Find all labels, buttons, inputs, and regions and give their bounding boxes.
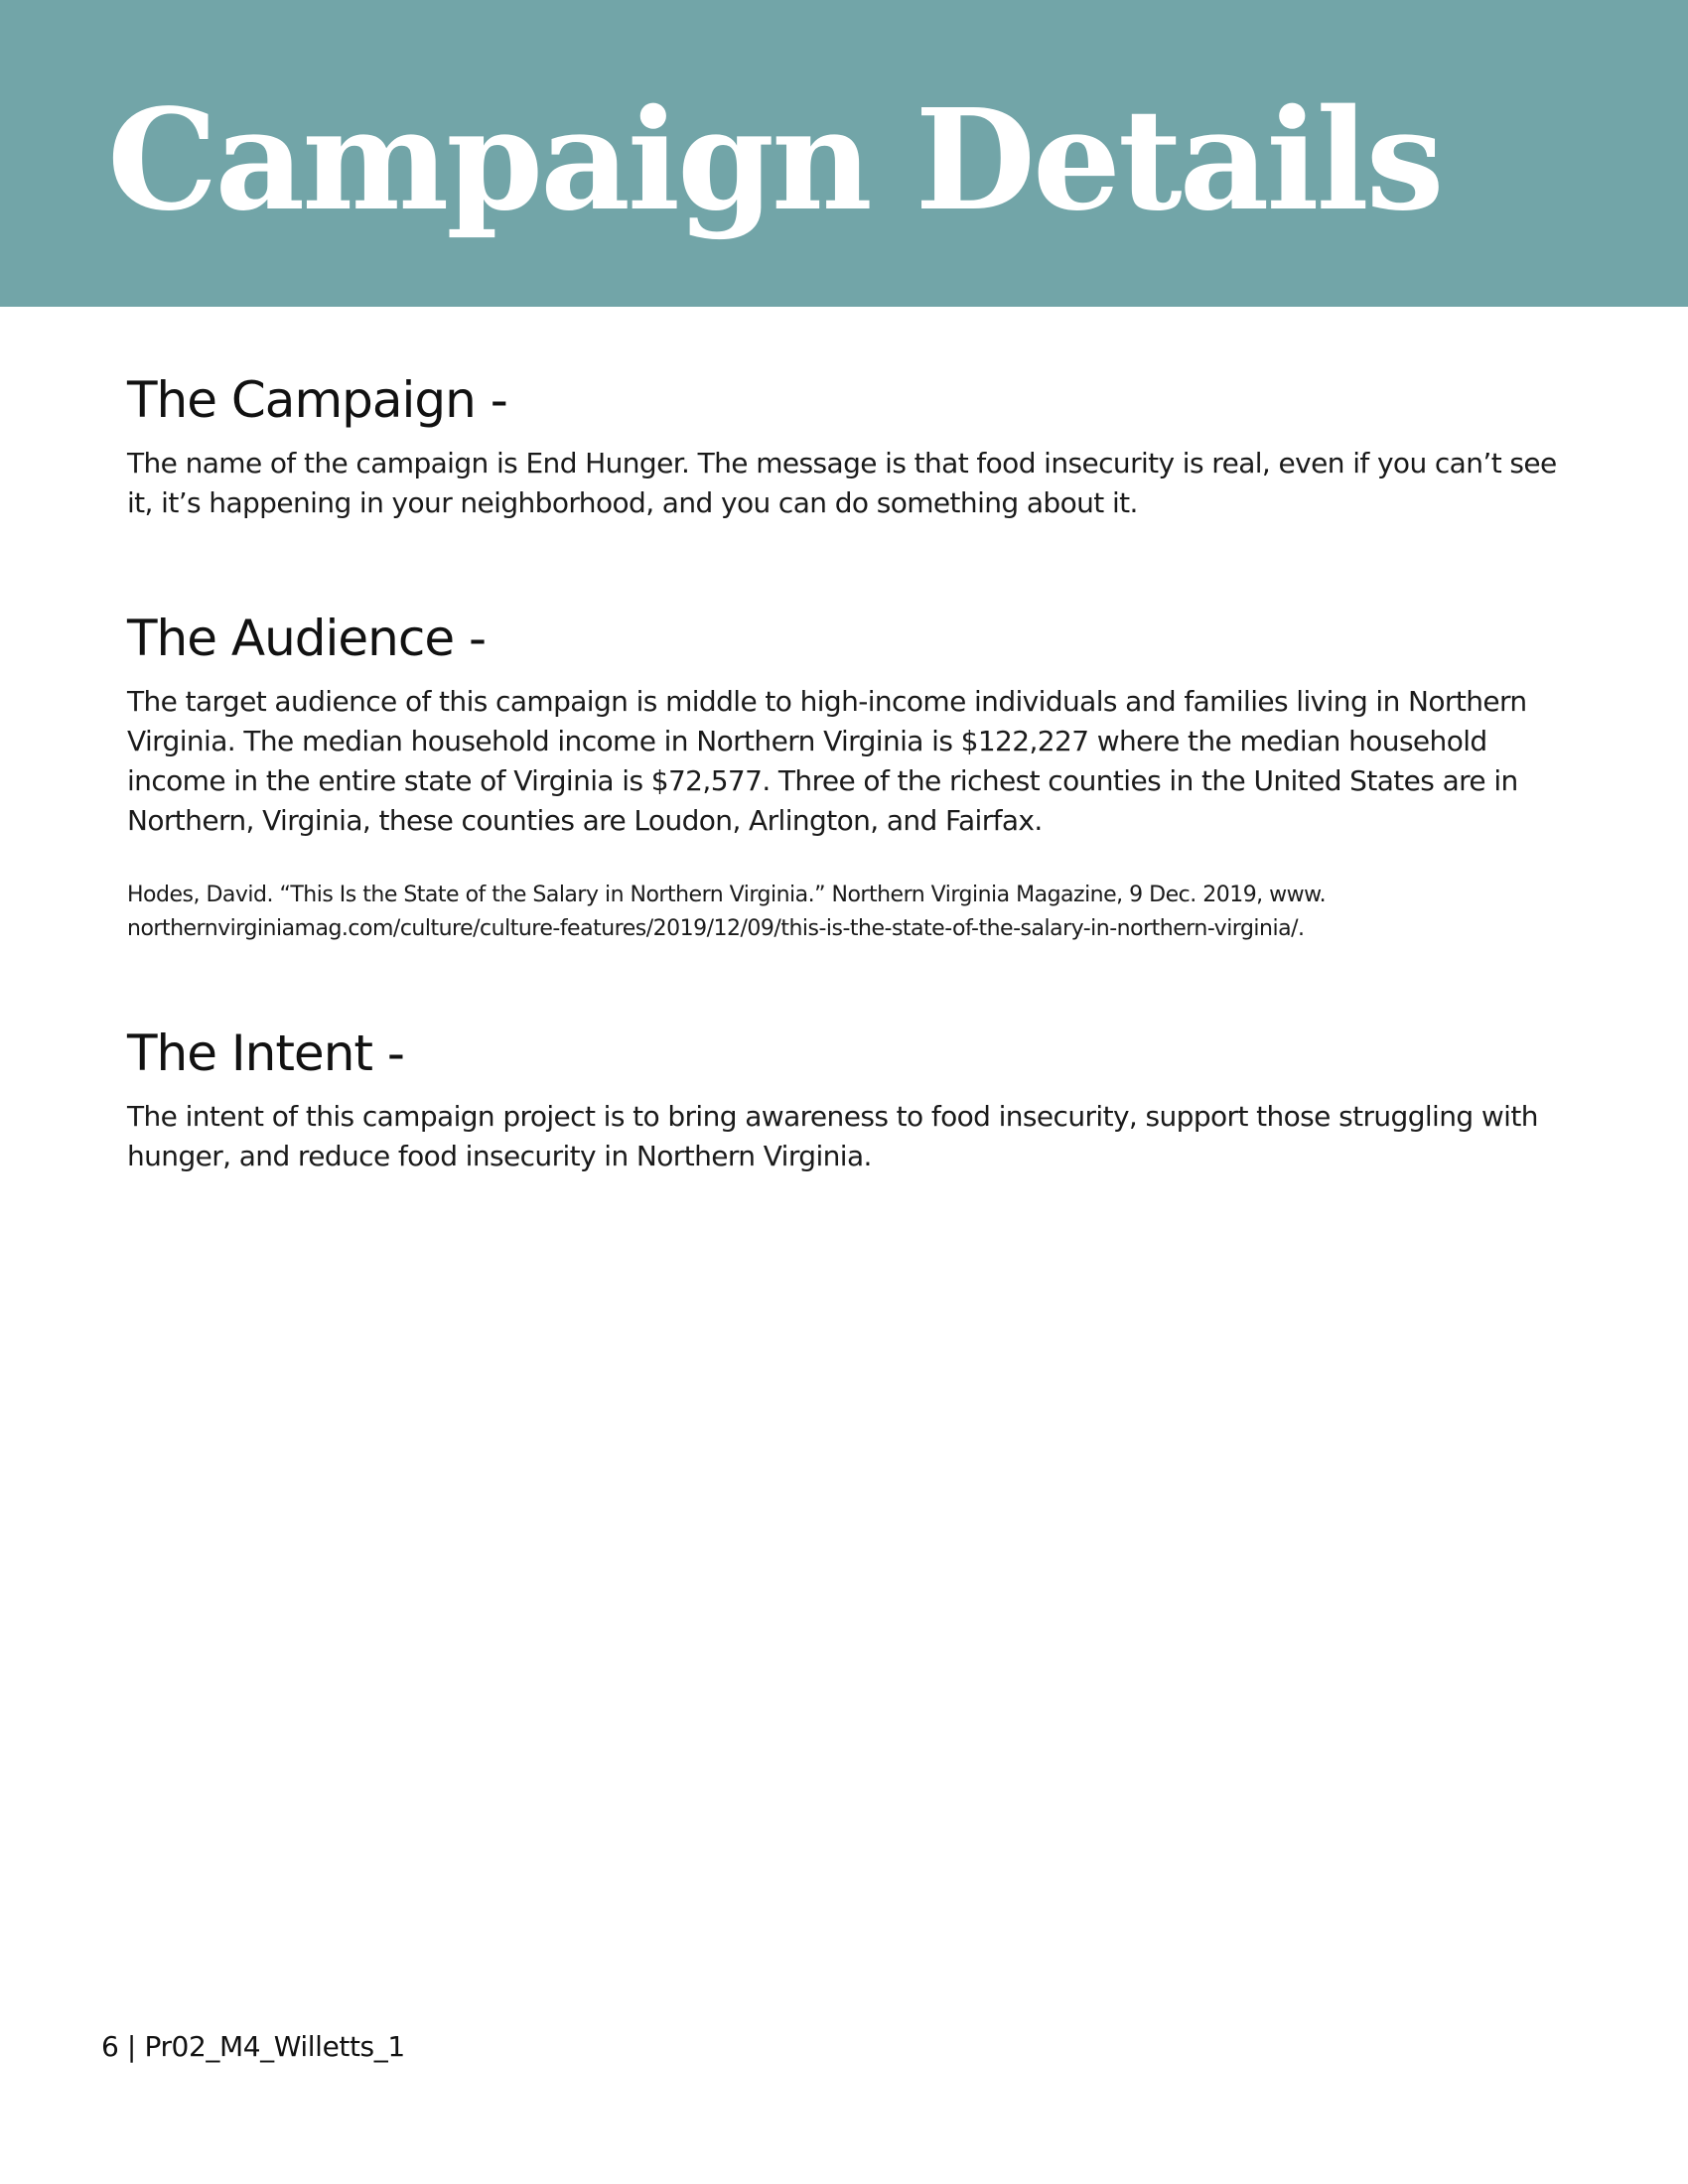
section-the-intent — [127, 1025, 1557, 1176]
section-heading-campaign: The Campaign - — [127, 371, 507, 429]
section-the-audience — [127, 611, 1557, 946]
page-title: Campaign Details — [107, 79, 1442, 242]
citation-audience: Hodes, David. “This Is the State of the Salary in Northern Virginia.” Northern Virginia Magazine, 9 Dec. 2019, www. northernvirginiamag.com/culture/culture-features/2019/12/09/this-is-the-state-of-the-salary-in-northern-virginia/. — [127, 882, 1327, 941]
section-body-campaign: The name of the campaign is End Hunger. The message is that food insecurity is real, even if you can’t see it, it’s happening in your neighborhood, and you can do something about it. — [127, 446, 1557, 519]
header-band — [0, 0, 1688, 307]
section-heading-audience: The Audience - — [127, 610, 487, 667]
section-body-intent: The intent of this campaign project is to bring awareness to food insecurity, support those struggling with hunger, and reduce food insecurity in Northern Virginia. — [127, 1099, 1538, 1172]
section-body-audience: The target audience of this campaign is middle to high-income individuals and families living in Northern Virginia. The median household income in Northern Virginia is $122,227 where the median household income in the entire state of Virginia is $72,577. Three of the richest counties in the United States are in Northern, Virginia, these counties are Loudon, Arlington, and Fairfax. — [127, 684, 1527, 837]
section-heading-intent: The Intent - — [127, 1024, 404, 1082]
page-footer: 6 | Pr02_M4_Willetts_1 — [101, 2030, 405, 2063]
section-the-campaign — [127, 372, 1557, 523]
